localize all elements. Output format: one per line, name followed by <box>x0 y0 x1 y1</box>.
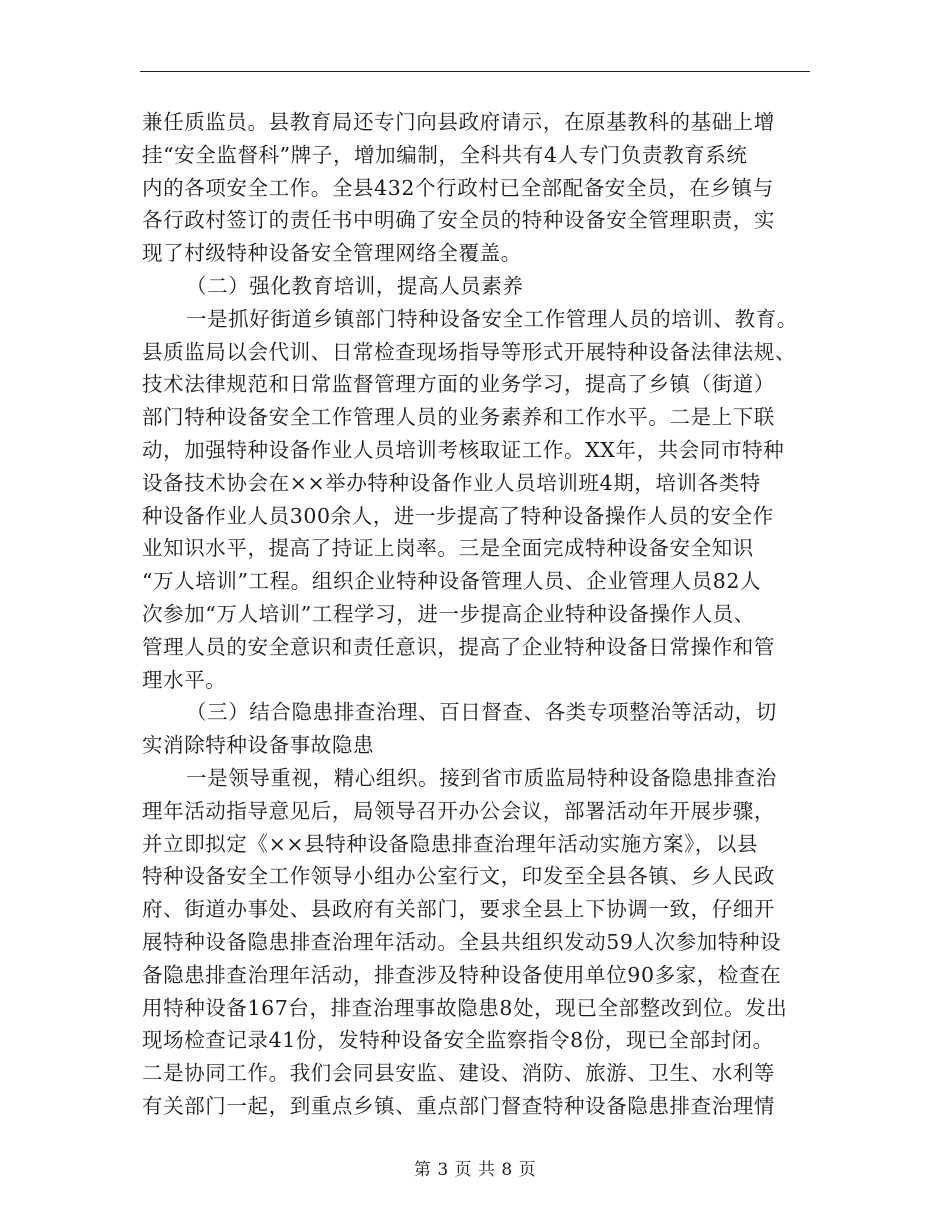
text-line: 种设备作业人员300余人，进一步提高了特种设备操作人员的安全作 <box>142 503 774 528</box>
text-line: 理水平。 <box>142 667 227 692</box>
text-line: 部门特种设备安全工作管理人员的业务素养和工作水平。二是上下联 <box>142 405 775 430</box>
text-line: 特种设备安全工作领导小组办公室行文，印发至全县各镇、乡人民政 <box>142 864 775 889</box>
text-line: 现了村级特种设备安全管理网络全覆盖。 <box>142 241 522 266</box>
text-line: 展特种设备隐患排查治理年活动。全县共组织发动59人次参加特种设 <box>142 929 782 954</box>
text-line: 并立即拟定《××县特种设备隐患排查治理年活动实施方案》，以县 <box>142 831 759 856</box>
text-line: 现场检查记录41份，发特种设备安全监察指令8份，现已全部封闭。 <box>142 1028 774 1053</box>
text-line: “万人培训”工程。组织企业特种设备管理人员、企业管理人员82人 <box>142 569 762 594</box>
text-line: 兼任质监员。县教育局还专门向县政府请示，在原基教科的基础上增 <box>142 110 775 134</box>
text-line: 技术法律规范和日常监督管理方面的业务学习，提高了乡镇（街道） <box>142 372 775 397</box>
text-line: 用特种设备167台，排查治理事故隐患8处，现已全部整改到位。发出 <box>142 995 788 1020</box>
text-line: （二）强化教育培训，提高人员素养 <box>186 273 524 298</box>
text-line: 业知识水平，提高了持证上岗率。三是全面完成特种设备安全知识 <box>142 536 754 561</box>
text-line: 有关部门一起，到重点乡镇、重点部门督查特种设备隐患排查治理情 <box>142 1093 775 1118</box>
text-line: 一是抓好街道乡镇部门特种设备安全工作管理人员的培训、教育。 <box>186 306 798 331</box>
text-line: 县质监局以会代训、日常检查现场指导等形式开展特种设备法律法规、 <box>142 339 797 364</box>
text-line: 次参加“万人培训”工程学习，进一步提高企业特种设备操作人员、 <box>142 601 755 626</box>
text-line: 府、街道办事处、县政府有关部门，要求全县上下协调一致，仔细开 <box>142 897 775 922</box>
text-line: 备隐患排查治理年活动，排查涉及特种设备使用单位90多家，检查在 <box>142 962 782 987</box>
text-line: （三）结合隐患排查治理、百日督查、各类专项整治等活动，切 <box>186 700 777 725</box>
text-line: 实消除特种设备事故隐患 <box>142 733 375 758</box>
page-footer: 第 3 页 共 8 页 <box>413 1160 537 1180</box>
text-line: 一是领导重视，精心组织。接到省市质监局特种设备隐患排查治 <box>186 765 777 790</box>
header-rule <box>140 71 810 72</box>
document-body <box>142 106 810 1123</box>
text-line: 各行政村签订的责任书中明确了安全员的特种设备安全管理职责，实 <box>142 208 775 233</box>
text-line: 设备技术协会在××举办特种设备作业人员培训班4期，培训各类特 <box>142 470 761 495</box>
text-line: 内的各项安全工作。全县432个行政村已全部配备安全员，在乡镇与 <box>142 175 774 200</box>
text-line: 管理人员的安全意识和责任意识，提高了企业特种设备日常操作和管 <box>142 634 775 659</box>
text-line: 二是协同工作。我们会同县安监、建设、消防、旅游、卫生、水利等 <box>142 1061 775 1086</box>
text-line: 挂“安全监督科”牌子，增加编制，全科共有4人专门负责教育系统 <box>142 142 748 167</box>
text-line: 动，加强特种设备作业人员培训考核取证工作。XX年，共会同市特种 <box>142 437 785 462</box>
text-line: 理年活动指导意见后，局领导召开办公会议，部署活动年开展步骤， <box>142 798 775 823</box>
